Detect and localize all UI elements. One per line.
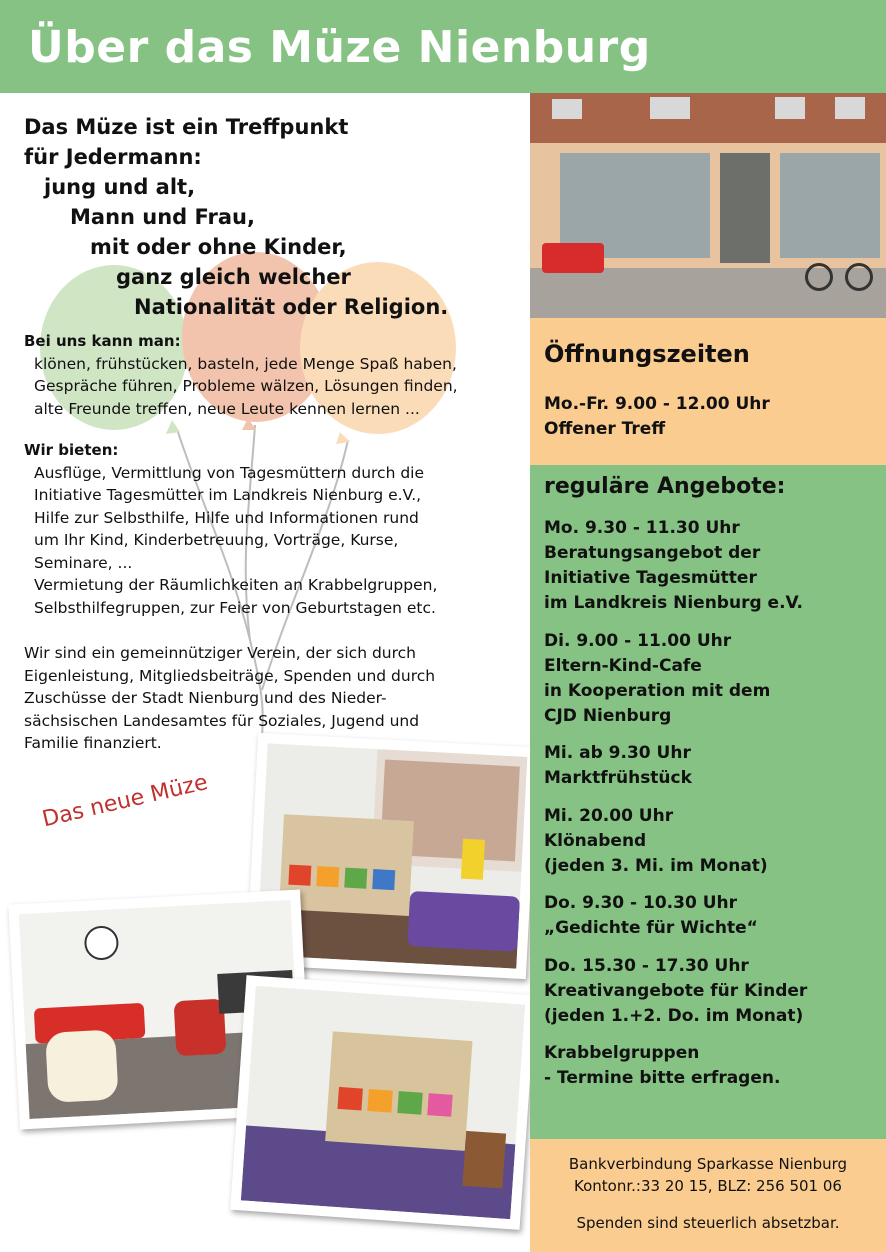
offer-line: Di. 9.00 - 11.00 Uhr <box>544 631 732 651</box>
verein-line: Familie finanziert. <box>24 734 162 752</box>
offer-line: (jeden 3. Mi. im Monat) <box>544 856 768 876</box>
offer-do-1 <box>544 891 758 941</box>
opening-hours-line: Mo.-Fr. 9.00 - 12.00 Uhr <box>544 394 770 414</box>
offer-line: in Kooperation mit dem <box>544 681 771 701</box>
offer-di <box>544 629 770 729</box>
opening-hours-title: Öffnungszeiten <box>544 340 750 368</box>
bank-line-1: Bankverbindung Sparkasse Nienburg <box>568 1155 848 1173</box>
offer-line: Do. 15.30 - 17.30 Uhr <box>544 956 749 976</box>
offer-line: Initiative Tagesmütter <box>544 568 757 588</box>
offer-mo <box>544 516 803 616</box>
offer-line: CJD Nienburg <box>544 706 672 726</box>
offer-mi-1 <box>544 741 692 791</box>
intro-line: für Jedermann: <box>24 145 202 169</box>
page-title: Über das Müze Nienburg <box>28 22 651 73</box>
offer-mi-2 <box>544 804 768 879</box>
intro-line: jung und alt, <box>44 175 196 199</box>
wir-bieten-line: Seminare, ... <box>34 553 133 572</box>
wir-bieten-line: um Ihr Kind, Kinderbetreuung, Vorträge, Kurse, <box>34 531 399 549</box>
verein-line: Zuschüsse der Stadt Nienburg und des Nieder- <box>24 689 387 707</box>
intro-text <box>24 112 448 322</box>
offer-line: Do. 9.30 - 10.30 Uhr <box>544 893 737 913</box>
offer-line: (jeden 1.+2. Do. im Monat) <box>544 1006 804 1026</box>
offer-line: Krabbelgruppen <box>544 1043 700 1063</box>
offers-title: reguläre Angebote: <box>544 474 786 499</box>
offer-line: Klönabend <box>544 831 647 851</box>
bank-line-3: Spenden sind steuerlich absetzbar. <box>576 1214 840 1232</box>
offer-line: im Landkreis Nienburg e.V. <box>544 593 803 613</box>
offer-krabbel <box>544 1041 780 1091</box>
verein-section <box>24 642 435 755</box>
intro-line: mit oder ohne Kinder, <box>90 235 347 259</box>
offer-line: Marktfrühstück <box>544 768 692 788</box>
wir-bieten-title: Wir bieten: <box>24 441 119 459</box>
shop-photo <box>530 93 886 318</box>
wir-bieten-section <box>24 439 437 619</box>
offer-line: „Gedichte für Wichte“ <box>544 918 758 938</box>
neue-muze-caption: Das neue Müze <box>40 770 211 833</box>
offer-do-2 <box>544 954 807 1029</box>
wir-bieten-line: Selbsthilfegruppen, zur Feier von Geburtstagen etc. <box>34 598 436 617</box>
bei-uns-line: klönen, frühstücken, basteln, jede Menge Spaß haben, <box>34 354 457 373</box>
intro-line: Nationalität oder Religion. <box>134 295 449 319</box>
offer-line: Beratungsangebot der <box>544 543 761 563</box>
opening-hours-line: Offener Treff <box>544 419 666 439</box>
verein-line: Wir sind ein gemeinnütziger Verein, der sich durch <box>24 644 416 662</box>
intro-line: Mann und Frau, <box>70 205 255 229</box>
bei-uns-line: Gespräche führen, Probleme wälzen, Lösungen finden, <box>34 377 458 395</box>
offer-line: Mi. 20.00 Uhr <box>544 806 674 826</box>
wir-bieten-line: Ausflüge, Vermittlung von Tagesmüttern durch die <box>34 463 425 482</box>
wir-bieten-line: Hilfe zur Selbsthilfe, Hilfe und Informationen rund <box>34 508 419 527</box>
wir-bieten-line: Vermietung der Räumlichkeiten an Krabbelgruppen, <box>34 576 438 594</box>
bank-line-2: Kontonr.:33 20 15, BLZ: 256 501 06 <box>574 1177 842 1195</box>
intro-line: ganz gleich welcher <box>116 265 351 289</box>
offer-line: Mo. 9.30 - 11.30 Uhr <box>544 518 740 538</box>
offer-line: - Termine bitte erfragen. <box>544 1068 781 1088</box>
verein-line: sächsischen Landesamtes für Soziales, Jugend und <box>24 711 420 730</box>
offer-line: Mi. ab 9.30 Uhr <box>544 743 691 763</box>
bei-uns-line: alte Freunde treffen, neue Leute kennen lernen ... <box>34 399 420 418</box>
photo-shelves <box>230 975 536 1230</box>
intro-line: Das Müze ist ein Treffpunkt <box>24 115 349 139</box>
bei-uns-title: Bei uns kann man: <box>24 332 181 350</box>
wir-bieten-line: Initiative Tagesmütter im Landkreis Nienburg e.V., <box>34 486 422 504</box>
offer-line: Kreativangebote für Kinder <box>544 981 808 1001</box>
offer-line: Eltern-Kind-Cafe <box>544 656 702 676</box>
bei-uns-section <box>24 330 458 420</box>
verein-line: Eigenleistung, Mitgliedsbeiträge, Spenden und durch <box>24 666 436 685</box>
